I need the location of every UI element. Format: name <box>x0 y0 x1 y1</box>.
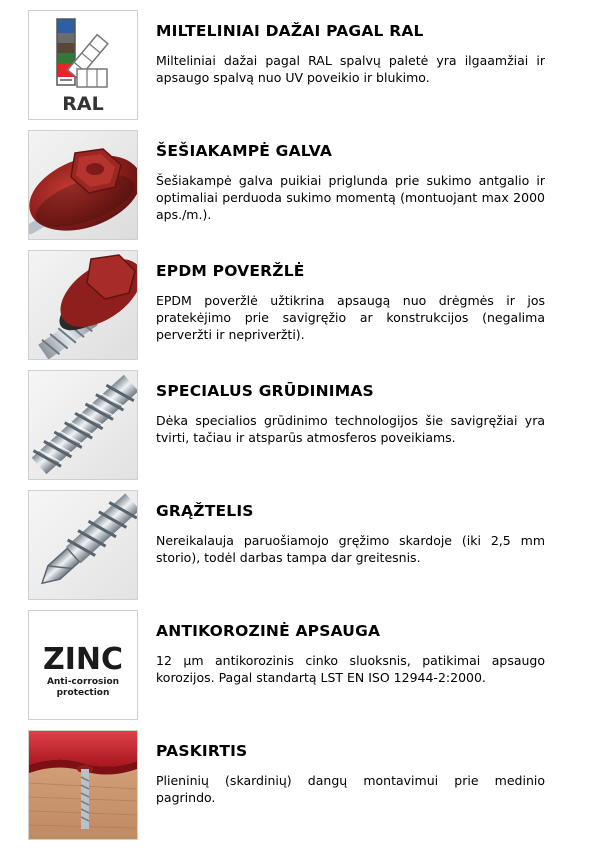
zinc-label: ZINC <box>42 642 124 677</box>
feature-epdm-washer <box>0 248 600 361</box>
hardened-thread-icon <box>28 370 138 480</box>
feature-description: Dėka specialios grūdinimo technologijos šie savigręžiai yra tvirti, tačiau ir atsparūs atmosferos poveikiams. <box>156 413 545 445</box>
feature-description: Milteliniai dažai pagal RAL spalvų paletė yra ilgaamžiai ir apsaugo spalvą nuo UV poveikio ir blukimo. <box>156 53 545 85</box>
drill-tip-icon <box>28 490 138 600</box>
roof-application-icon <box>28 730 138 840</box>
zinc-subtext-line-2: protection <box>56 688 110 698</box>
feature-ral-paint <box>0 8 600 121</box>
feature-title: EPDM POVERŽLĖ <box>156 262 305 280</box>
feature-description: Plieninių (skardinių) dangų montavimui prie medinio pagrindo. <box>156 773 545 805</box>
zinc-anticorrosion-icon <box>28 610 138 720</box>
feature-purpose <box>0 728 600 841</box>
feature-description: Nereikalauja paruošiamojo gręžimo skardoje (iki 2,5 mm storio), todėl darbas tampa dar greitesnis. <box>156 533 545 565</box>
zinc-subtext-line-1: Anti-corrosion <box>46 677 120 687</box>
feature-title: SPECIALUS GRŪDINIMAS <box>156 382 374 400</box>
feature-anticorrosion <box>0 608 600 721</box>
feature-title: GRĄŽTELIS <box>156 502 254 520</box>
feature-description: 12 µm antikorozinis cinko sluoksnis, patikimai apsaugo korozijos. Pagal standartą LST EN ISO 12944-2:2000. <box>156 653 545 685</box>
feature-title: ŠEŠIAKAMPĖ GALVA <box>156 142 333 160</box>
feature-description: EPDM poveržlė užtikrina apsaugą nuo drėgmės ir jos pratekėjimo prie savigręžio ar konstrukcijos (negalima perveržti ir nepriveržti). <box>156 293 545 342</box>
feature-drill-tip <box>0 488 600 601</box>
feature-special-hardening <box>0 368 600 481</box>
feature-hex-head <box>0 128 600 241</box>
feature-title: MILTELINIAI DAŽAI PAGAL RAL <box>156 22 424 40</box>
hex-head-screw-icon <box>28 130 138 240</box>
feature-description: Šešiakampė galva puikiai priglunda prie sukimo antgalio ir optimaliai perduoda sukimo momentą (montuojant max 2000 aps./m.). <box>156 173 545 222</box>
epdm-washer-icon <box>28 250 138 360</box>
feature-title: PASKIRTIS <box>156 742 248 760</box>
feature-title: ANTIKOROZINĖ APSAUGA <box>156 622 381 640</box>
ral-palette-icon <box>28 10 138 120</box>
ral-label: RAL <box>62 93 104 115</box>
